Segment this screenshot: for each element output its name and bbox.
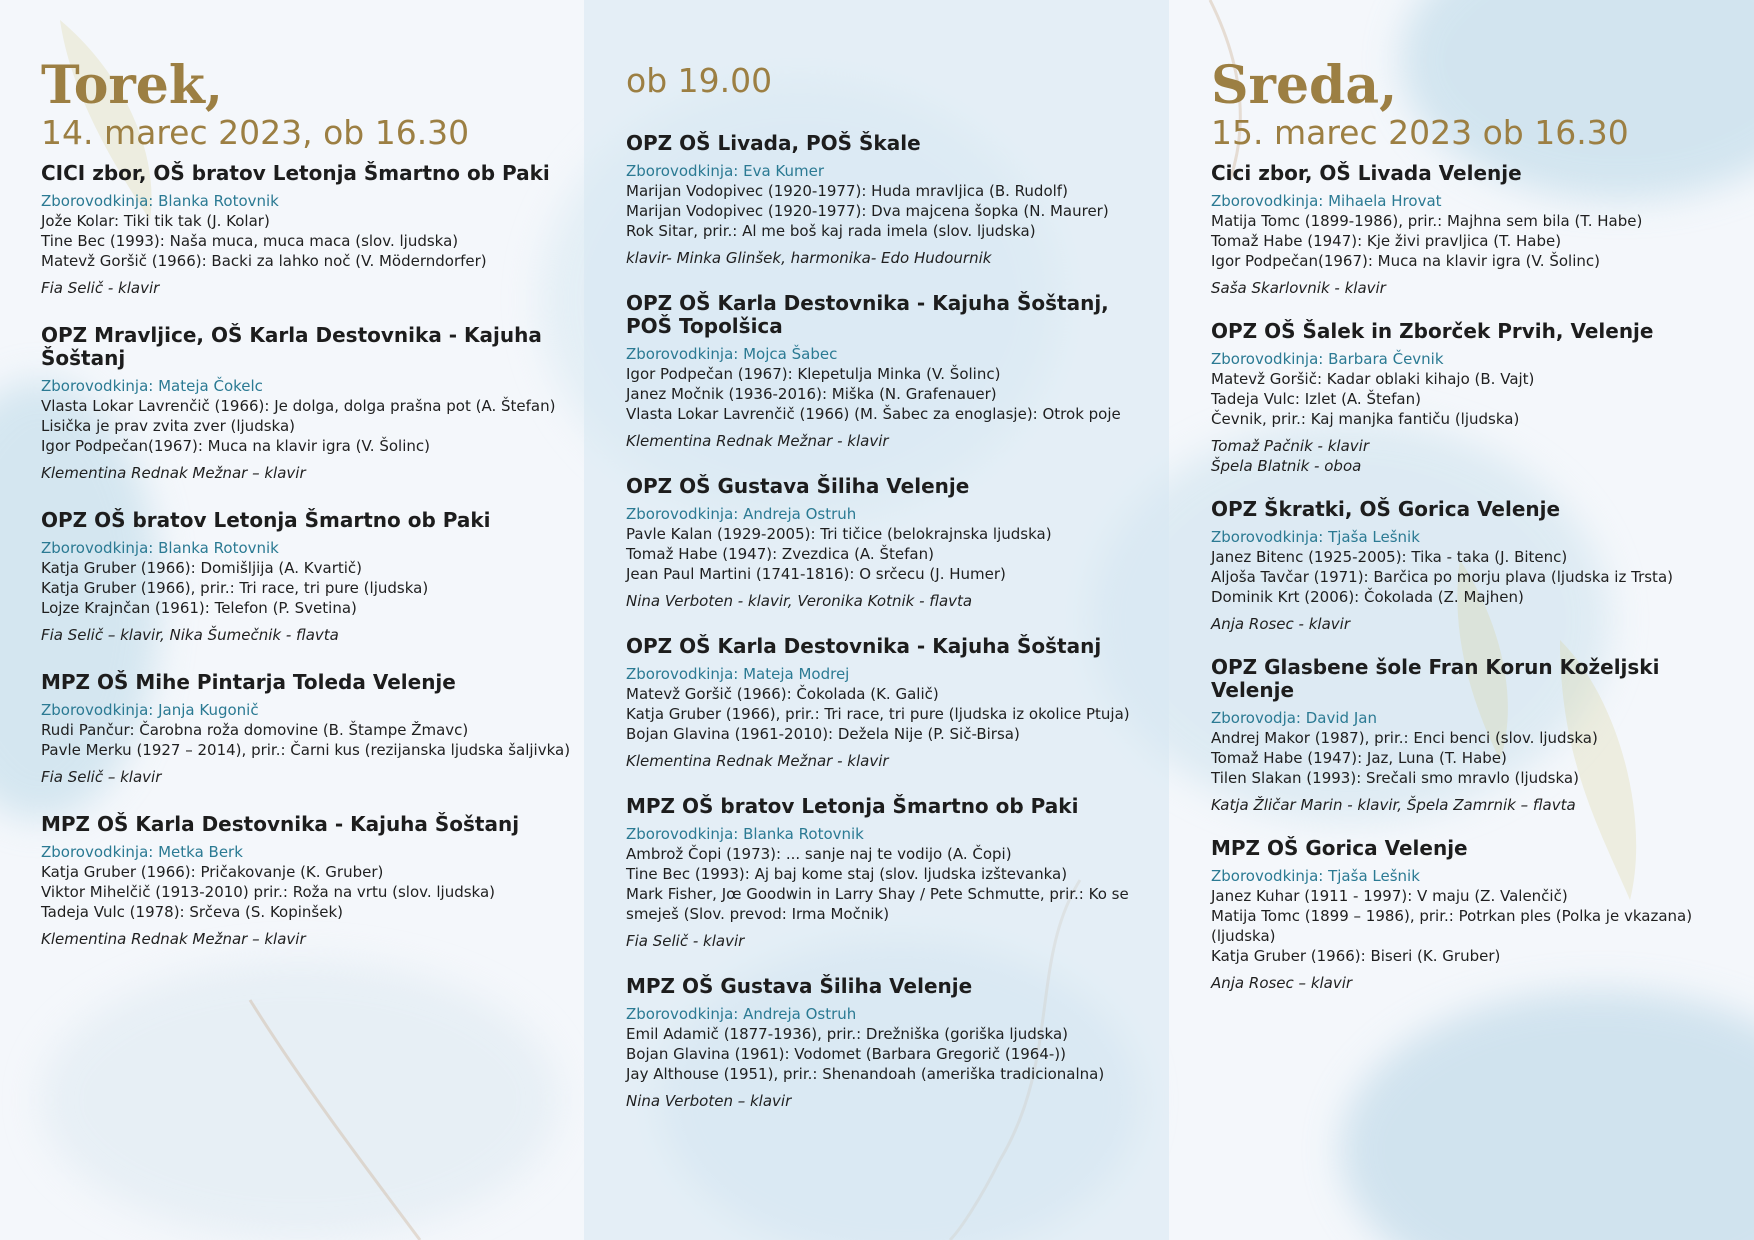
piece: Jože Kolar: Tiki tik tak (J. Kolar) xyxy=(41,212,270,230)
piece: Igor Podpečan(1967): Muca na klavir igra (V. Šolinc) xyxy=(41,437,430,455)
wednesday-column xyxy=(1169,0,1754,1240)
piece-list xyxy=(41,720,584,760)
piece: Katja Gruber (1966): Domišljija (A. Kvartič) xyxy=(41,559,363,577)
piece: Pavle Merku (1927 – 2014), prir.: Čarni kus (rezijanska ljudska šaljivka) xyxy=(41,741,571,759)
choir-title: MPZ OŠ Mihe Pintarja Toleda Velenje xyxy=(41,670,456,694)
conductor: Zborovodkinja: Andreja Ostruh xyxy=(626,505,857,523)
piece: Aljoša Tavčar (1971): Barčica po morju plava (ljudska iz Trsta) xyxy=(1211,568,1673,586)
piece: Tilen Slakan (1993): Srečali smo mravlo (ljudska) xyxy=(1211,769,1579,787)
accompaniment: Anja Rosec – klavir xyxy=(1211,974,1353,992)
piece: Viktor Mihelčič (1913-2010) prir.: Roža na vrtu (slov. ljudska) xyxy=(41,883,496,901)
piece: Jay Althouse (1951), prir.: Shenandoah (ameriška tradicionalna) xyxy=(626,1065,1105,1083)
piece-list xyxy=(1211,369,1754,429)
piece: Matevž Goršič: Kadar oblaki kihajo (B. Vajt) xyxy=(1211,370,1535,388)
piece: Rudi Pančur: Čarobna roža domovine (B. Štampe Žmavc) xyxy=(41,721,469,739)
conductor: Zborovodkinja: Barbara Čevnik xyxy=(1211,350,1444,368)
choir-title: MPZ OŠ Karla Destovnika - Kajuha Šoštanj xyxy=(41,812,520,836)
date-line: 15. marec 2023 ob 16.30 xyxy=(1211,113,1629,152)
piece-list xyxy=(626,1024,1169,1084)
piece: Tine Bec (1993): Aj baj kome staj (slov. ljudska izštevanka) xyxy=(626,865,1068,883)
piece: Janez Bitenc (1925-2005): Tika - taka (J. Bitenc) xyxy=(1211,548,1568,566)
accompaniment: Fia Selič – klavir xyxy=(41,768,162,786)
piece-list xyxy=(626,684,1169,744)
conductor: Zborovodkinja: Andreja Ostruh xyxy=(626,1005,857,1023)
choir-title: OPZ Glasbene šole Fran Korun Koželjski Velenje xyxy=(1211,655,1660,702)
piece: Jean Paul Martini (1741-1816): O srčecu (J. Humer) xyxy=(626,565,1006,583)
conductor: Zborovodkinja: Blanka Rotovnik xyxy=(626,825,864,843)
piece: Matija Tomc (1899-1986), prir.: Majhna sem bila (T. Habe) xyxy=(1211,212,1643,230)
accompaniment: Klementina Rednak Mežnar - klavir xyxy=(626,432,889,450)
choir-title: OPZ Škratki, OŠ Gorica Velenje xyxy=(1211,497,1561,521)
choir-entry xyxy=(626,475,1169,611)
accompaniment: Fia Selič - klavir xyxy=(41,279,160,297)
piece: Katja Gruber (1966): Pričakovanje (K. Gruber) xyxy=(41,863,384,881)
evening-column xyxy=(584,0,1169,1240)
accompaniment: Fia Selič – klavir, Nika Šumečnik - flavta xyxy=(41,626,339,644)
accompaniment: Špela Blatnik - oboa xyxy=(1211,457,1362,475)
choir-entry xyxy=(626,132,1169,268)
piece-list xyxy=(626,364,1169,424)
piece-list xyxy=(41,211,584,271)
piece: Rok Sitar, prir.: Al me boš kaj rada imela (slov. ljudska) xyxy=(626,222,1036,240)
piece: Emil Adamič (1877-1936), prir.: Drežniška (goriška ljudska) xyxy=(626,1025,1069,1043)
choir-list xyxy=(626,132,1169,1111)
choir-entry xyxy=(41,813,584,949)
conductor: Zborovodkinja: Mihaela Hrovat xyxy=(1211,192,1442,210)
piece: Bojan Glavina (1961-2010): Dežela Nije (P. Sič-Birsa) xyxy=(626,725,1020,743)
piece: Vlasta Lokar Lavrenčič (1966): Je dolga, dolga prašna pot (A. Štefan) xyxy=(41,397,556,415)
piece: Igor Podpečan(1967): Muca na klavir igra (V. Šolinc) xyxy=(1211,252,1600,270)
piece-list xyxy=(1211,886,1754,966)
piece: Vlasta Lokar Lavrenčič (1966) (M. Šabec za enoglasje): Otrok poje xyxy=(626,405,1121,423)
piece: Katja Gruber (1966): Biseri (K. Gruber) xyxy=(1211,947,1501,965)
conductor: Zborovodkinja: Eva Kumer xyxy=(626,162,825,180)
conductor: Zborovodkinja: Mojca Šabec xyxy=(626,345,838,363)
conductor: Zborovodja: David Jan xyxy=(1211,709,1377,727)
time-line: ob 19.00 xyxy=(626,61,773,100)
day-title: Sreda, xyxy=(1211,55,1398,116)
piece: Matevž Goršič (1966): Backi za lahko noč (V. Möderndorfer) xyxy=(41,252,487,270)
accompaniment: Klementina Rednak Mežnar - klavir xyxy=(626,752,889,770)
choir-title: OPZ OŠ Karla Destovnika - Kajuha Šoštanj xyxy=(626,634,1102,658)
accompaniment: Klementina Rednak Mežnar – klavir xyxy=(41,464,306,482)
piece: Čevnik, prir.: Kaj manjka fantiču (ljudska) xyxy=(1211,410,1520,428)
piece: Marijan Vodopivec (1920-1977): Dva majcena šopka (N. Maurer) xyxy=(626,202,1109,220)
choir-entry xyxy=(41,162,584,298)
date-line: 14. marec 2023, ob 16.30 xyxy=(41,113,470,152)
piece: Katja Gruber (1966), prir.: Tri race, tri pure (ljudska iz okolice Ptuja) xyxy=(626,705,1130,723)
piece: Dominik Krt (2006): Čokolada (Z. Majhen) xyxy=(1211,588,1524,606)
choir-title: Cici zbor, OŠ Livada Velenje xyxy=(1211,161,1522,185)
tuesday-column xyxy=(0,0,584,1240)
choir-title: MPZ OŠ Gorica Velenje xyxy=(1211,836,1468,860)
choir-entry xyxy=(626,292,1169,451)
choir-title: CICI zbor, OŠ bratov Letonja Šmartno ob Paki xyxy=(41,161,550,185)
choir-list xyxy=(1211,162,1754,993)
piece-list xyxy=(41,396,584,456)
accompaniment: Fia Selič - klavir xyxy=(626,932,745,950)
piece: Tomaž Habe (1947): Jaz, Luna (T. Habe) xyxy=(1211,749,1507,767)
accompaniment: Anja Rosec - klavir xyxy=(1211,615,1350,633)
choir-entry xyxy=(626,975,1169,1111)
piece: Mark Fisher, Jœ Goodwin in Larry Shay / Pete Schmutte, prir.: Ko se smeješ (Slov. prevod: Irma Močnik) xyxy=(626,885,1129,923)
choir-title: MPZ OŠ bratov Letonja Šmartno ob Paki xyxy=(626,794,1079,818)
choir-entry xyxy=(41,671,584,787)
conductor: Zborovodkinja: Blanka Rotovnik xyxy=(41,192,279,210)
piece-list xyxy=(1211,728,1754,788)
accompaniment: Nina Verboten - klavir, Veronika Kotnik - flavta xyxy=(626,592,973,610)
conductor: Zborovodkinja: Janja Kugonič xyxy=(41,701,259,719)
accompaniment: Klementina Rednak Mežnar – klavir xyxy=(41,930,306,948)
piece-list xyxy=(1211,211,1754,271)
piece: Tomaž Habe (1947): Kje živi pravljica (T. Habe) xyxy=(1211,232,1562,250)
choir-title: OPZ OŠ Gustava Šiliha Velenje xyxy=(626,474,970,498)
piece: Tine Bec (1993): Naša muca, muca maca (slov. ljudska) xyxy=(41,232,459,250)
piece: Bojan Glavina (1961): Vodomet (Barbara Gregorič (1964-)) xyxy=(626,1045,1066,1063)
accompaniment: Nina Verboten – klavir xyxy=(626,1092,792,1110)
piece-list xyxy=(1211,547,1754,607)
piece: Matija Tomc (1899 – 1986), prir.: Potrkan ples (Polka je vkazana) (ljudska) xyxy=(1211,907,1693,945)
piece-list xyxy=(626,181,1169,241)
piece: Igor Podpečan (1967): Klepetulja Minka (V. Šolinc) xyxy=(626,365,1001,383)
choir-entry xyxy=(1211,320,1754,476)
conductor: Zborovodkinja: Metka Berk xyxy=(41,843,243,861)
choir-title: OPZ Mravljice, OŠ Karla Destovnika - Kajuha Šoštanj xyxy=(41,323,542,370)
choir-entry xyxy=(41,324,584,483)
choir-title: OPZ OŠ bratov Letonja Šmartno ob Paki xyxy=(41,508,491,532)
day-title: Torek, xyxy=(41,55,224,116)
piece-list xyxy=(626,844,1169,924)
piece: Tadeja Vulc (1978): Srčeva (S. Kopinšek) xyxy=(41,903,344,921)
conductor: Zborovodkinja: Mateja Čokelc xyxy=(41,377,263,395)
piece: Pavle Kalan (1929-2005): Tri tičice (belokrajnska ljudska) xyxy=(626,525,1052,543)
piece: Tomaž Habe (1947): Zvezdica (A. Štefan) xyxy=(626,545,934,563)
piece-list xyxy=(41,558,584,618)
piece: Lojze Krajnčan (1961): Telefon (P. Svetina) xyxy=(41,599,357,617)
choir-title: MPZ OŠ Gustava Šiliha Velenje xyxy=(626,974,973,998)
conductor: Zborovodkinja: Tjaša Lešnik xyxy=(1211,867,1420,885)
conductor: Zborovodkinja: Tjaša Lešnik xyxy=(1211,528,1420,546)
piece: Andrej Makor (1987), prir.: Enci benci (slov. ljudska) xyxy=(1211,729,1598,747)
piece: Janez Močnik (1936-2016): Miška (N. Grafenauer) xyxy=(626,385,997,403)
choir-title: OPZ OŠ Livada, POŠ Škale xyxy=(626,131,921,155)
choir-entry xyxy=(1211,498,1754,634)
piece: Janez Kuhar (1911 - 1997): V maju (Z. Valenčič) xyxy=(1211,887,1568,905)
conductor: Zborovodkinja: Mateja Modrej xyxy=(626,665,850,683)
piece: Lisička je prav zvita zver (ljudska) xyxy=(41,417,295,435)
conductor: Zborovodkinja: Blanka Rotovnik xyxy=(41,539,279,557)
choir-entry xyxy=(1211,837,1754,993)
piece-list xyxy=(626,524,1169,584)
choir-entry xyxy=(626,635,1169,771)
accompaniment: klavir- Minka Glinšek, harmonika- Edo Hudournik xyxy=(626,249,992,267)
piece-list xyxy=(41,862,584,922)
accompaniment: Tomaž Pačnik - klavir xyxy=(1211,437,1369,455)
piece: Matevž Goršič (1966): Čokolada (K. Galič) xyxy=(626,685,939,703)
choir-list xyxy=(41,162,584,949)
accompaniment: Saša Skarlovnik - klavir xyxy=(1211,279,1386,297)
choir-title: OPZ OŠ Karla Destovnika - Kajuha Šoštanj, POŠ Topolšica xyxy=(626,291,1109,338)
accompaniment: Katja Žličar Marin - klavir, Špela Zamrnik – flavta xyxy=(1211,796,1576,814)
choir-entry xyxy=(1211,656,1754,815)
piece: Tadeja Vulc: Izlet (A. Štefan) xyxy=(1211,390,1421,408)
piece: Katja Gruber (1966), prir.: Tri race, tri pure (ljudska) xyxy=(41,579,429,597)
piece: Ambrož Čopi (1973): ... sanje naj te vodijo (A. Čopi) xyxy=(626,845,1012,863)
choir-entry xyxy=(626,795,1169,951)
piece: Marijan Vodopivec (1920-1977): Huda mravljica (B. Rudolf) xyxy=(626,182,1068,200)
choir-title: OPZ OŠ Šalek in Zborček Prvih, Velenje xyxy=(1211,319,1654,343)
choir-entry xyxy=(41,509,584,645)
choir-entry xyxy=(1211,162,1754,298)
